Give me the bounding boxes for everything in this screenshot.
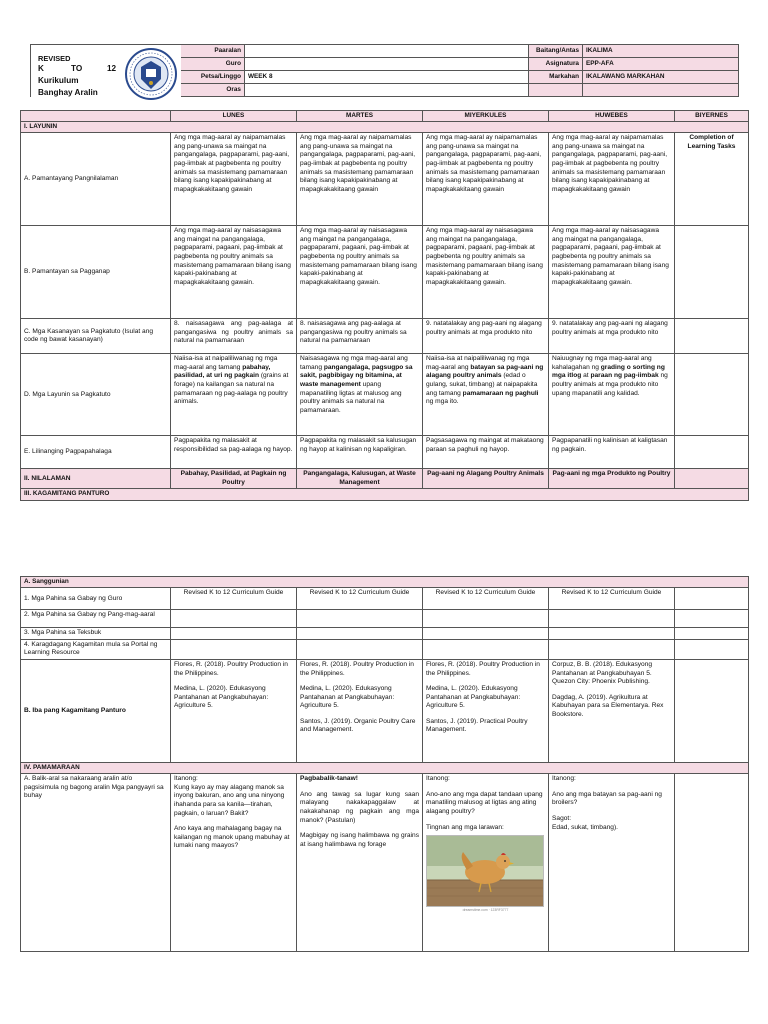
day-header: LUNES: [171, 111, 297, 122]
header-label: Oras: [181, 84, 245, 97]
cell-references: [549, 660, 675, 763]
cell-references: [297, 660, 423, 763]
cell-text: [549, 354, 675, 436]
text-run: Naisasagawa ng mga mag-aaral ang tamang: [300, 355, 408, 371]
chicken-photo: [426, 835, 544, 907]
paragraph: Itanong:: [426, 775, 450, 783]
cell-empty: [675, 628, 749, 640]
header-label: Petsa/Linggo: [181, 71, 245, 84]
paragraph-title: Pagbabalik-tanaw!: [300, 775, 358, 783]
text-run: Naiuugnay ng mga mag-aaral ang kahalagahan ng: [552, 355, 652, 371]
header-label: Markahan: [529, 71, 583, 84]
cell-empty: [423, 610, 549, 628]
text-bold: grading o sorting ng mga itlog: [552, 363, 665, 380]
reference-text: Flores, R. (2018). Poultry Production in the Philippines.: [300, 661, 414, 677]
cell-empty: [675, 610, 749, 628]
cell-text: 9. natatalakay ang pag-aani ng alagang poultry animals at mga produkto nito: [549, 319, 675, 354]
day-header: HUWEBES: [549, 111, 675, 122]
cell-text: Pagpapakita ng malasakit sa kalusugan ng hayop at kalinisan ng kapaligiran.: [297, 436, 423, 469]
cell-empty: [171, 628, 297, 640]
row-label: B. Pamantayan sa Pagganap: [21, 226, 171, 319]
paragraph: Itanong:: [174, 775, 198, 783]
header-label: Guro: [181, 58, 245, 71]
cell-text: Pagsasagawa ng maingat at makataong paraan sa paghuli ng hayop.: [423, 436, 549, 469]
cell-text: Ang mga mag-aaral ay naipamamalas ang pang-unawa sa maingat na pangangalaga, pagpaparami, pag-aani, pag-iimbak at pagbebenta ng poultry animals sa masistemang pamamaraan bilang isang kapakipakinabang at mapagkakakitaang gawain: [549, 133, 675, 226]
cell-text: [171, 354, 297, 436]
cell-text: Ang mga mag-aaral ay naipamamalas ang pang-unawa sa maingat na pangangalaga, pagpaparami, pag-aani, pag-iimbak at pagbebenta ng poultry animals sa masistemang pamamaraan bilang isang kapakipakinabang at mapagkakakitaang gawain: [297, 133, 423, 226]
header-value: EPP-AFA: [583, 58, 739, 71]
row-label: E. Lilinanging Pagpapahalaga: [21, 436, 171, 469]
lesson-table-objectives: [20, 110, 749, 501]
header-value: [245, 58, 529, 71]
cell-text: Revised K to 12 Curriculum Guide: [297, 588, 423, 610]
cell-empty: [297, 639, 423, 659]
chicken-illustration-icon: [427, 836, 543, 906]
cell-empty: [675, 774, 749, 952]
cell-text: Ang mga mag-aaral ay naisasagawa ang maingat na pangangalaga, pagpaparami, pagaani, pag-iimbak at pagbebenta ng poultry animals sa masistemang pamamaraan bilang isang kapaki-pakinabang at mapagkakakitaang gawain.: [423, 226, 549, 319]
cell-text: Revised K to 12 Curriculum Guide: [423, 588, 549, 610]
cell-text: Pagpapanatili ng kalinisan at kaligtasan ng pagkain.: [549, 436, 675, 469]
cell-empty: [549, 628, 675, 640]
section-pamamaraan: IV. PAMAMARAAN: [21, 763, 749, 774]
paragraph: Magbigay ng isang halimbawa ng grains at isang halimbawa ng forage: [300, 832, 419, 848]
header-value: WEEK 8: [245, 71, 529, 84]
row-label: A. Pamantayang Pangnilalaman: [21, 133, 171, 226]
section-layunin: I. LAYUNIN: [21, 122, 749, 133]
header-value: [583, 84, 739, 97]
row-label: 2. Mga Pahina sa Gabay ng Pang-mag-aaral: [21, 610, 171, 628]
cell-text: Ang mga mag-aaral ay naipamamalas ang pang-unawa sa maingat na pangangalaga, pagpaparami, pag-aani, pag-iimbak at pagbebenta ng poultry animals sa masistemang pamamaraan bilang isang kapakipakinabang at mapagkakakitaang gawain: [171, 133, 297, 226]
cell-empty: [171, 610, 297, 628]
paragraph: Kung kayo ay may alagang manok sa inyong bakuran, ano ang una ninyong ihahanda para sa kanila—tirahan, pagkain, o laruan? Bakit?: [174, 783, 285, 817]
row-label: 3. Mga Pahina sa Teksbuk: [21, 628, 171, 640]
cell-empty: [675, 660, 749, 763]
cell-text: 8. naisasagawa ang pag-aalaga at pangangasiwa ng poultry animals sa natural na pamamaraan: [297, 319, 423, 354]
reference-text: Flores, R. (2018). Poultry Production in the Philippines.: [426, 661, 540, 677]
header-value: [245, 84, 529, 97]
section-sanggunian: A. Sanggunian: [21, 577, 749, 588]
cell-text: 9. natatalakay ang pag-aani ng alagang poultry animals at mga produkto nito: [423, 319, 549, 354]
brand-banghay: Banghay Aralin: [38, 88, 98, 97]
cell-empty: [297, 628, 423, 640]
cell-text: [423, 354, 549, 436]
section-kagamitan: III. KAGAMITANG PANTURO: [21, 489, 749, 500]
day-header: BIYERNES: [675, 111, 749, 122]
brand-12: 12: [107, 64, 117, 73]
row-label: 4. Karagdagang Kagamitan mula sa Portal ng Learning Resource: [21, 639, 171, 659]
cell-empty: [423, 639, 549, 659]
text-run: Naiisa-isa at naipaliliwanag ng mga mag-aaral ang: [426, 355, 530, 371]
cell-text: 8. naisasagawa ang pag-aalaga at pangangasiwa ng poultry animals sa natural na pamamaraan: [171, 319, 297, 354]
cell-text: [297, 354, 423, 436]
brand-revised: REVISED: [38, 54, 71, 63]
reference-text: Dagdag, A. (2019). Agrikultura at Kabuhayan para sa Elementarya. Rex Bookstore.: [552, 693, 664, 718]
row-label: D. Mga Layunin sa Pagkatuto: [21, 354, 171, 436]
cell-topic: Pangangalaga, Kalusugan, at Waste Management: [297, 469, 423, 489]
reference-text: Medina, L. (2020). Edukasyong Pantahanan at Pangkabuhayan: Agriculture 5.: [426, 685, 521, 710]
header-value: IKALIMA: [583, 45, 739, 58]
paragraph: Ano ang tawag sa lugar kung saan malayang nakakapaggalaw at nakakahanap ng pagkain ang mga manok? (Pastulan): [300, 790, 419, 824]
row-label: A. Balik-aral sa nakaraang aralin at/o pagsisimula ng bagong aralin Mga pangyayri sa buhay: [21, 774, 171, 952]
brand-kurikulum: Kurikulum: [38, 76, 79, 85]
text-bold: paraan ng pag-iimbak: [590, 372, 659, 380]
cell-empty: [549, 610, 675, 628]
cell-empty: [675, 639, 749, 659]
deped-seal-icon: [124, 47, 178, 101]
header-label: Baitang/Antas: [529, 45, 583, 58]
row-label: C. Mga Kasanayan sa Pagkatuto (Isulat ang code ng bawat kasanayan): [21, 319, 171, 354]
header-label: [529, 84, 583, 97]
cell-text: [171, 774, 297, 952]
cell-empty: [423, 628, 549, 640]
cell-text: Revised K to 12 Curriculum Guide: [549, 588, 675, 610]
cell-references: [423, 660, 549, 763]
cell-empty: [675, 319, 749, 354]
text-run: ng poultry animals at mga produkto nito upang mapanatili ang kalidad.: [552, 372, 668, 397]
cell-empty: [675, 354, 749, 436]
brand-to: TO: [71, 64, 83, 73]
text-run: (grains at forage) na kailangan sa natural na pamamaraan ng pag-aalaga ng poultry animals.: [174, 372, 289, 406]
paragraph: Ano-ano ang mga dapat tandaan upang manatiling malusog at ligtas ang ating alagang poultry?: [426, 790, 543, 816]
brand-k: K: [38, 64, 44, 73]
cell-empty: [171, 639, 297, 659]
lesson-table-resources: [20, 576, 749, 952]
cell-text: [549, 774, 675, 952]
header-value: IKALAWANG MARKAHAN: [583, 71, 739, 84]
header-value: [245, 45, 529, 58]
corner-cell: [21, 111, 171, 122]
text-run: Naiisa-isa at naipaliliwanag ng mga mag-aaral ang tamang: [174, 355, 278, 371]
cell-empty: [675, 469, 749, 489]
cell-text: Pagpapakita ng malasakit at responsibilidad sa pag-aalaga ng hayop.: [171, 436, 297, 469]
paragraph: Sagot:: [552, 815, 572, 823]
cell-text: Revised K to 12 Curriculum Guide: [171, 588, 297, 610]
paragraph: Ano ang mga batayan sa pag-aani ng broilers?: [552, 790, 662, 807]
text-bold: pangangalaga, pagsugpo sa sakit, pagbibigay ng bitamina, at waste management: [300, 363, 413, 389]
cell-text: Ang mga mag-aaral ay naisasagawa ang maingat na pangangalaga, pagpaparami, pagaani, pag-iimbak at pagbebenta ng poultry animals sa masistemang pamamaraan bilang isang kapaki-pakinabang at mapagkakakitaang gawain.: [549, 226, 675, 319]
reference-text: Medina, L. (2020). Edukasyong Pantahanan at Pangkabuhayan: Agriculture 5.: [174, 685, 269, 710]
section-nilalaman: II. NILALAMAN: [21, 469, 171, 489]
paragraph: Itanong:: [552, 775, 576, 783]
day-header: MIYERKULES: [423, 111, 549, 122]
cell-text: Ang mga mag-aaral ay naipamamalas ang pang-unawa sa maingat na pangangalaga, pagpaparami, pag-aani, pag-iimbak at pagbebenta ng poultry animals sa masistemang pamamaraan bilang isang kapakipakinabang at mapagkakakitaang gawain: [423, 133, 549, 226]
cell-text: Ang mga mag-aaral ay naisasagawa ang maingat na pangangalaga, pagpaparami, pagaani, pag-iimbak at pagbebenta ng poultry animals sa masistemang pamamaraan bilang isang kapaki-pakinabang at mapagkakakitaang gawain.: [297, 226, 423, 319]
cell-topic: Pag-aani ng mga Produkto ng Poultry: [549, 469, 675, 489]
reference-text: Santos, J. (2019). Organic Poultry Care and Management.: [300, 717, 416, 734]
cell-empty: [675, 588, 749, 610]
cell-text: [297, 774, 423, 952]
paragraph: Edad, sukat, timbang).: [552, 823, 618, 831]
image-credit: dreamstime.com · 123RF3777: [462, 908, 509, 913]
brand-block: [31, 45, 181, 107]
text-run: (edad o gulang, sukat, timbang) at naipapakita ang tamang: [426, 372, 538, 397]
header-label: Paaralan: [181, 45, 245, 58]
header-label: Asignatura: [529, 58, 583, 71]
cell-text: Ang mga mag-aaral ay naisasagawa ang maingat na pangangalaga, pagpaparami, pagaani, pag-iimbak at pagbebenta ng poultry animals sa masistemang pamamaraan bilang isang kapaki-pakinabang at mapagkakakitaang gawain.: [171, 226, 297, 319]
row-label: B. Iba pang Kagamitang Panturo: [21, 660, 171, 763]
cell-empty: [297, 610, 423, 628]
row-label: 1. Mga Pahina sa Gabay ng Guro: [21, 588, 171, 610]
reference-text: Corpuz, B. B. (2018). Edukasyong Pantahanan at Pangkabuhayan 5. Quezon City: Phoenix Publishing.: [552, 661, 653, 686]
text-bold: batayan sa pag-aani ng alagang poultry animals: [426, 363, 544, 380]
text-bold: pamamaraan ng paghuli: [462, 389, 539, 397]
text-run: upang mapanatiling ligtas at malusog ang poultry animals sa natural na pamamaraan.: [300, 381, 402, 414]
reference-text: Flores, R. (2018). Poultry Production in the Philippines.: [174, 661, 288, 677]
cell-empty: [675, 226, 749, 319]
cell-empty: [675, 436, 749, 469]
day-header: MARTES: [297, 111, 423, 122]
cell-topic: Pabahay, Pasilidad, at Pagkain ng Poultry: [171, 469, 297, 489]
text-run: ng mga ito.: [426, 398, 459, 406]
reference-text: Medina, L. (2020). Edukasyong Pantahanan at Pangkabuhayan: Agriculture 5.: [300, 685, 395, 710]
text-run: at: [581, 372, 591, 380]
paragraph: Ano kaya ang mahalagang bagay na kailangan ng manok upang mabuhay at lumaki nang maayos?: [174, 825, 290, 850]
reference-text: Santos, J. (2019). Practical Poultry Management.: [426, 717, 528, 734]
paragraph: Tingnan ang mga larawan:: [426, 823, 504, 831]
cell-references: [171, 660, 297, 763]
cell-completion: Completion of Learning Tasks: [675, 133, 749, 226]
text-bold: pabahay, pasilidad, at uri ng pagkain: [174, 363, 271, 380]
cell-empty: [549, 639, 675, 659]
cell-text: [423, 774, 549, 952]
cell-topic: Pag-aani ng Alagang Poultry Animals: [423, 469, 549, 489]
